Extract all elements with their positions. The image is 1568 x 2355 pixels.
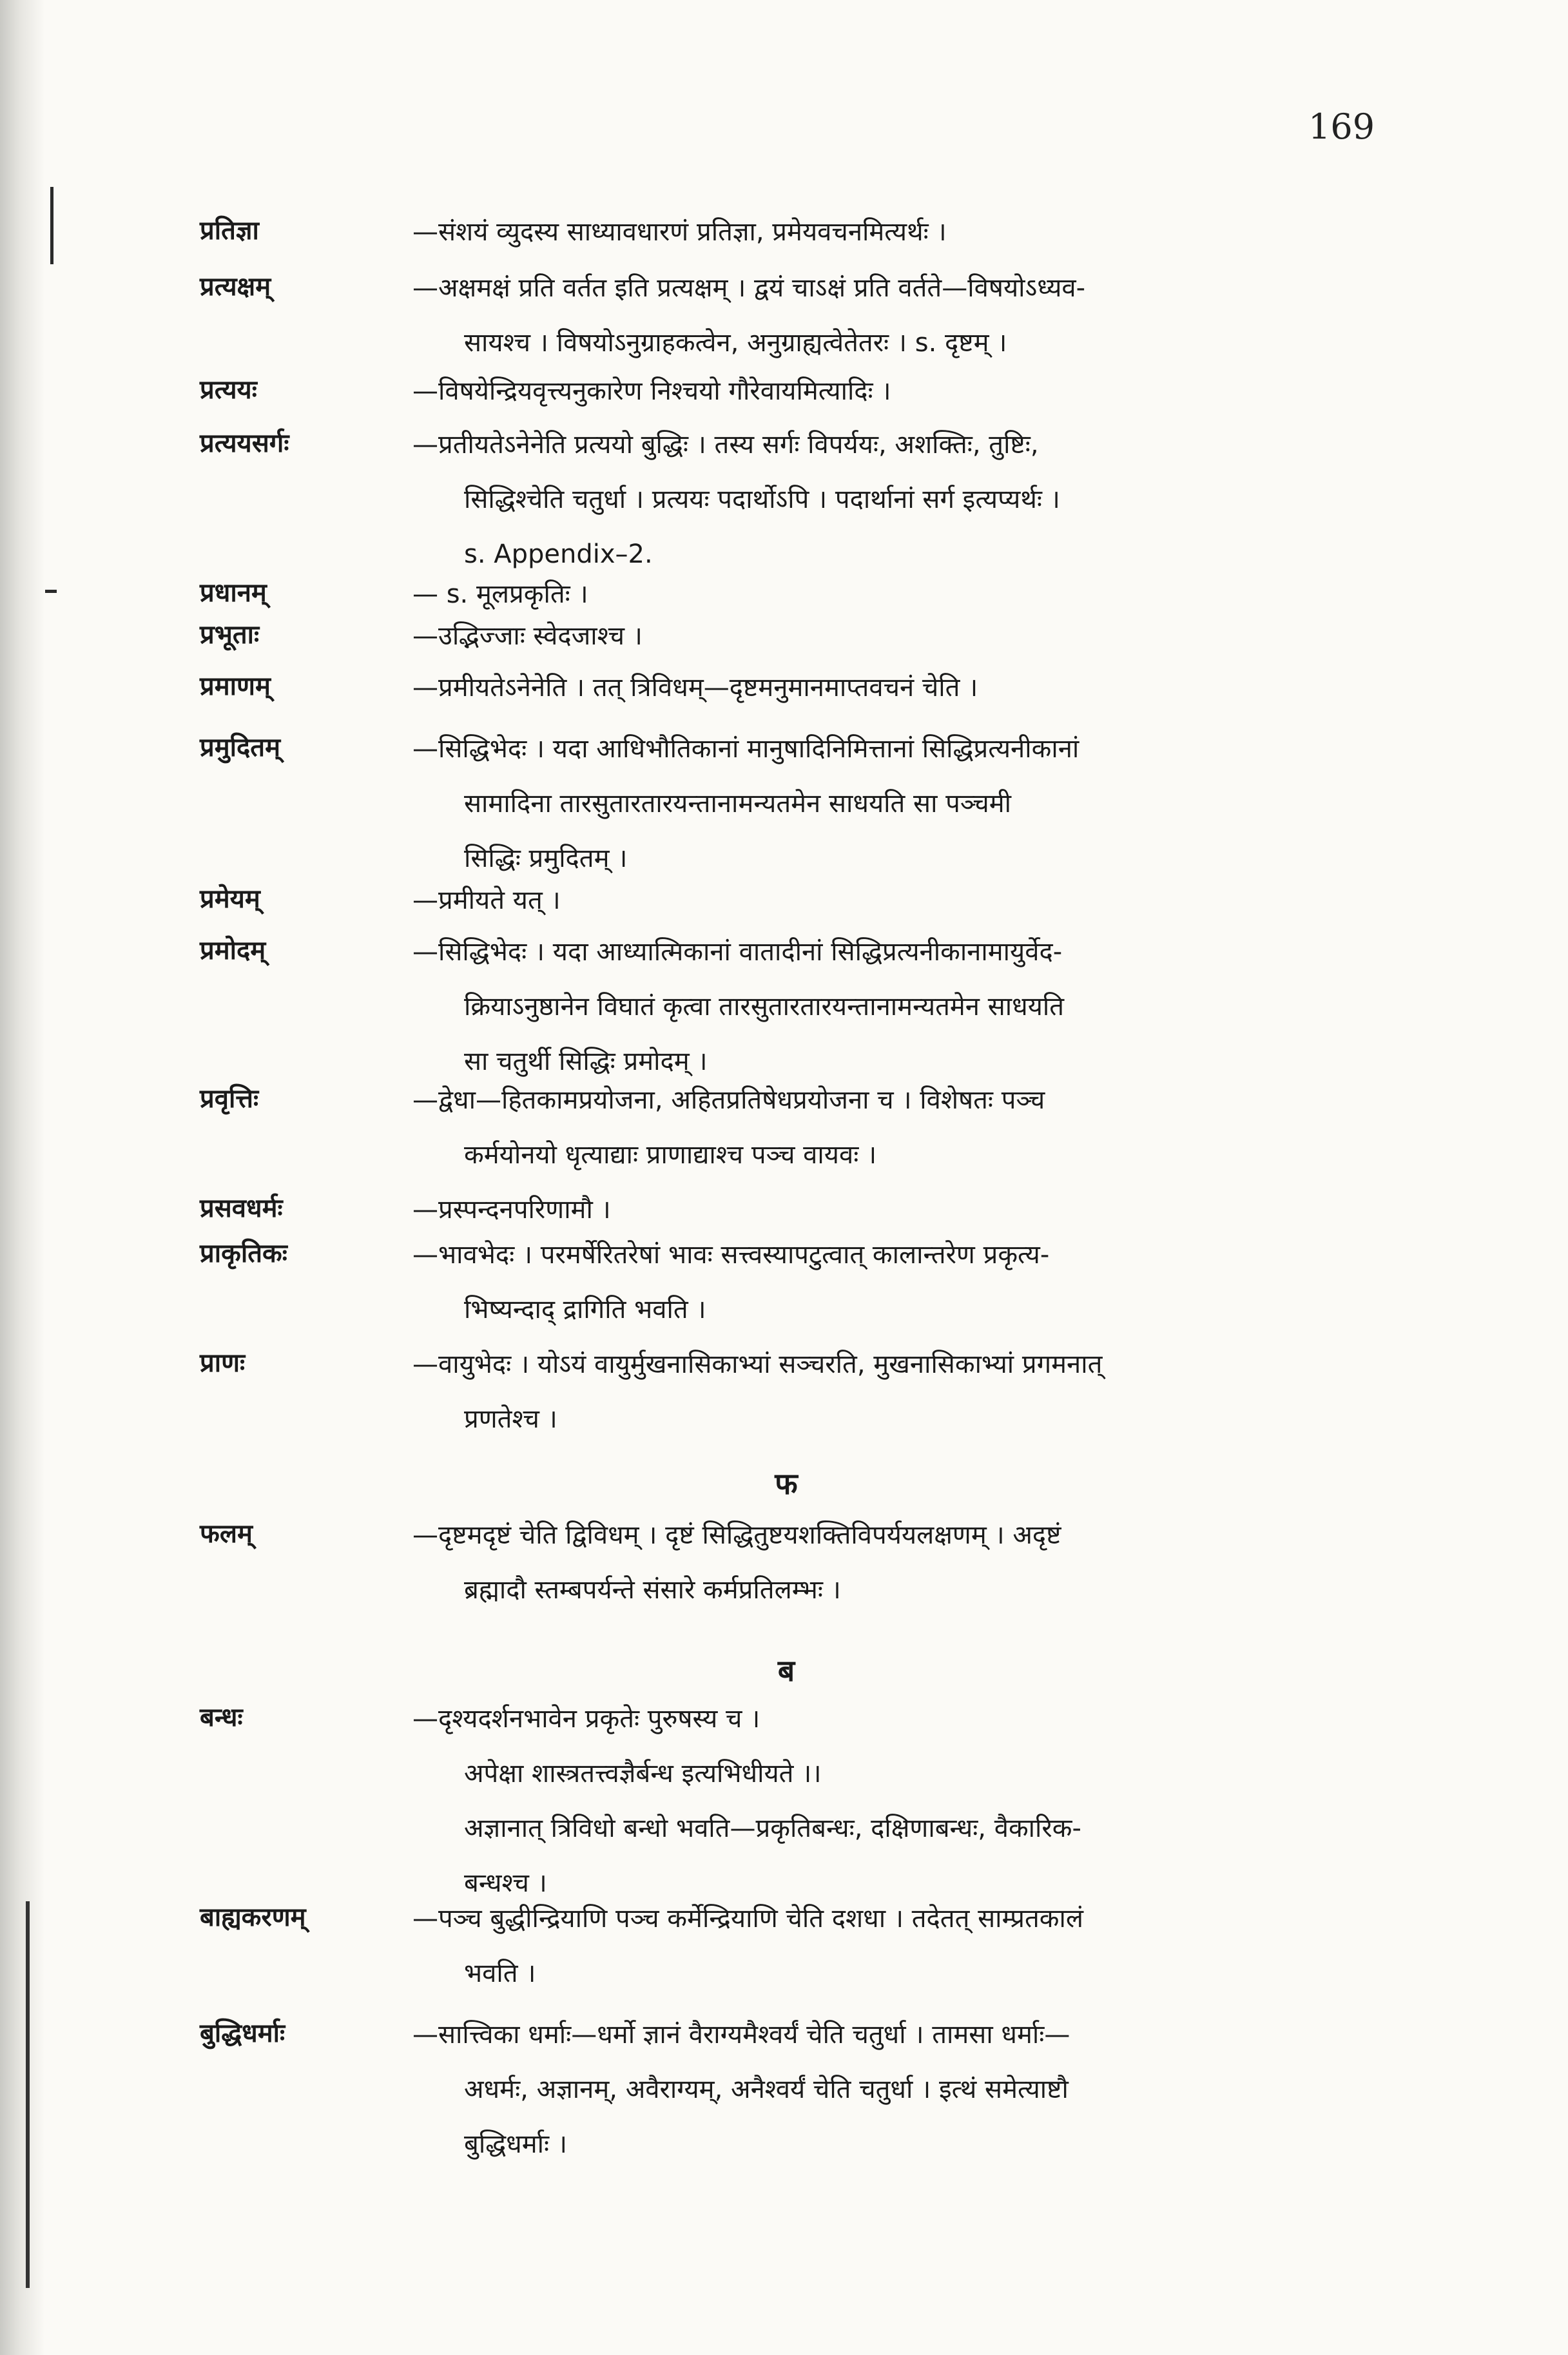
definition-line: —प्रस्पन्दनपरिणामौ ।: [412, 1195, 611, 1225]
section-letter-heading: फ: [775, 1466, 798, 1501]
definition-line: — s. मूलप्रकृतिः ।: [412, 579, 588, 609]
scan-shadow: [0, 0, 45, 2355]
definition-line: —सात्त्विका धर्माः—धर्मो ज्ञानं वैराग्यमैश्वर्यं चेति चतुर्धा । तामसा धर्माः—: [412, 2020, 1070, 2050]
margin-mark: [50, 187, 53, 264]
definition-line: —सिद्धिभेदः । यदा आध्यात्मिकानां वातादीनां सिद्धिप्रत्यनीकानामायुर्वेद-: [412, 937, 1063, 967]
entry-definition: [412, 1692, 1392, 1911]
entry-term: प्रमुदितम्: [200, 733, 280, 762]
entry-definition: [412, 1508, 1392, 1618]
margin-mark: [45, 590, 57, 593]
definition-line: सायश्च । विषयोऽनुग्राहकत्वेन, अनुग्राह्यत्वेतेतरः । s. दृष्टम् ।: [464, 328, 1007, 358]
definition-line: क्रियाऽनुष्ठानेन विघातं कृत्वा तारसुतारतारयन्तानामन्यतमेन साधयति: [464, 992, 1065, 1022]
definition-line: —विषयेन्द्रियवृत्त्यनुकारेण निश्चयो गौरेवायमित्यादिः ।: [412, 376, 891, 406]
entry-definition: [412, 2008, 1392, 2172]
definition-line: —उद्भिज्जाः स्वेदजाश्च ।: [412, 621, 643, 651]
entry-definition: [412, 364, 1392, 419]
entry-definition: [412, 418, 1392, 582]
entry-term: प्रमेयम्: [200, 884, 260, 914]
entry-term: बाह्यकरणम्: [200, 1903, 306, 1932]
entry-term: प्रभूताः: [200, 620, 260, 650]
entry-definition: [412, 261, 1392, 371]
definition-line: —प्रमीयते यत् ।: [412, 886, 561, 915]
entry-definition: [412, 205, 1392, 260]
entry-term: बुद्धिधर्माः: [200, 2019, 286, 2048]
definition-line: —भावभेदः । परमर्षेरितरेषां भावः सत्त्वस्यापटुत्वात् कालान्तरेण प्रकृत्य-: [412, 1240, 1050, 1270]
definition-line: कर्मयोनयो धृत्याद्याः प्राणाद्याश्च पञ्च वायवः ।: [464, 1140, 877, 1170]
entry-term: प्रमोदम्: [200, 936, 266, 965]
entry-term: प्रसवधर्मः: [200, 1194, 283, 1223]
definition-line: अधर्मः, अज्ञानम्, अवैराग्यम्, अनैश्वर्यं चेति चतुर्धा । इत्थं समेत्याष्टौ: [464, 2075, 1069, 2104]
entry-term: प्रत्ययः: [200, 375, 257, 405]
definition-line: —सिद्धिभेदः । यदा आधिभौतिकानां मानुषादिनिमित्तानां सिद्धिप्रत्यनीकानां: [412, 734, 1079, 764]
definition-line: —वायुभेदः । योऽयं वायुर्मुखनासिकाभ्यां सञ्चरति, मुखनासिकाभ्यां प्रगमनात्: [412, 1350, 1103, 1379]
entry-definition: [412, 925, 1392, 1089]
definition-line: —दृश्यदर्शनभावेन प्रकृतेः पुरुषस्य च ।: [412, 1704, 760, 1734]
section-letter-heading: ब: [777, 1653, 795, 1688]
entry-term: प्रत्ययसर्गः: [200, 429, 289, 458]
definition-line: —दृष्टमदृष्टं चेति द्विविधम् । दृष्टं सिद्धितुष्टयशक्तिविपर्ययलक्षणम् । अदृष्टं: [412, 1520, 1061, 1550]
entry-definition: [412, 1228, 1392, 1337]
definition-line: —अक्षमक्षं प्रति वर्तत इति प्रत्यक्षम् । द्वयं चाऽक्षं प्रति वर्तते—विषयोऽध्यव-: [412, 273, 1086, 303]
entry-definition: [412, 873, 1392, 928]
entry-term: प्रवृत्तिः: [200, 1084, 259, 1114]
binding-mark: [26, 1901, 30, 2288]
definition-line: सा चतुर्थी सिद्धिः प्रमोदम् ।: [464, 1047, 708, 1076]
definition-line: बुद्धिधर्माः ।: [464, 2129, 567, 2159]
entry-term: बन्धः: [200, 1703, 243, 1732]
definition-line: अपेक्षा शास्त्रतत्त्वज्ञैर्बन्ध इत्यभिधीयते ।।: [464, 1759, 822, 1788]
entry-definition: [412, 1337, 1392, 1447]
definition-line: बन्धश्च ।: [464, 1868, 547, 1898]
definition-line: s. Appendix–2.: [464, 539, 653, 569]
entry-definition: [412, 609, 1392, 664]
entry-definition: [412, 1892, 1392, 2001]
definition-line: —संशयं व्युदस्य साध्यावधारणं प्रतिज्ञा, प्रमेयवचनमित्यर्थः ।: [412, 217, 947, 247]
definition-line: —प्रतीयतेऽनेनेति प्रत्ययो बुद्धिः । तस्य सर्गः विपर्ययः, अशक्तिः, तुष्टिः,: [412, 430, 1039, 460]
page-number: 169: [1308, 106, 1375, 147]
definition-line: सिद्धिः प्रमुदितम् ।: [464, 844, 628, 873]
entry-definition: [412, 1073, 1392, 1183]
definition-line: सामादिना तारसुतारतारयन्तानामन्यतमेन साधयति सा पञ्चमी: [464, 789, 1012, 819]
entry-term: प्रतिज्ञा: [200, 216, 259, 246]
entry-term: फलम्: [200, 1519, 253, 1549]
entry-term: प्रमाणम्: [200, 672, 271, 701]
entry-definition: [412, 661, 1392, 715]
entry-term: प्रत्यक्षम्: [200, 272, 271, 302]
definition-line: —द्वेधा—हितकामप्रयोजना, अहितप्रतिषेधप्रयोजना च । विशेषतः पञ्च: [412, 1085, 1045, 1115]
definition-line: भिष्यन्दाद् द्रागिति भवति ।: [464, 1295, 706, 1324]
entry-term: प्राणः: [200, 1348, 246, 1378]
entry-term: प्रधानम्: [200, 578, 267, 608]
definition-line: सिद्धिश्चेति चतुर्धा । प्रत्ययः पदार्थोऽपि । पदार्थानां सर्ग इत्यप्यर्थः ।: [464, 485, 1060, 514]
entry-term: प्राकृतिकः: [200, 1239, 287, 1268]
definition-line: —पञ्च बुद्धीन्द्रियाणि पञ्च कर्मेन्द्रियाणि चेति दशधा । तदेतत् साम्प्रतकालं: [412, 1904, 1083, 1933]
definition-line: भवति ।: [464, 1959, 536, 1988]
definition-line: प्रणतेश्च ।: [464, 1404, 557, 1434]
definition-line: अज्ञानात् त्रिविधो बन्धो भवति—प्रकृतिबन्धः, दक्षिणाबन्धः, वैकारिक-: [464, 1814, 1081, 1843]
definition-line: —प्रमीयतेऽनेनेति । तत् त्रिविधम्—दृष्टमनुमानमाप्तवचनं चेति ।: [412, 673, 978, 703]
definition-line: ब्रह्मादौ स्तम्बपर्यन्ते संसारे कर्मप्रतिलम्भः ।: [464, 1575, 841, 1605]
entry-definition: [412, 722, 1392, 886]
